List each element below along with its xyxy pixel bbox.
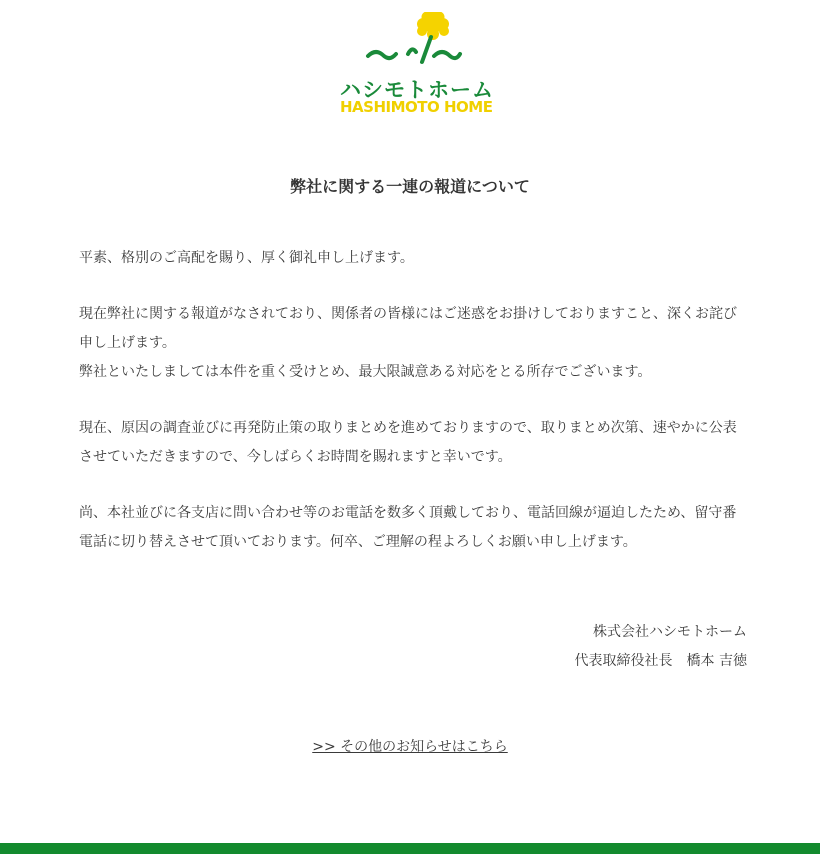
other-news-link-container bbox=[0, 736, 820, 756]
dandelion-icon bbox=[330, 12, 490, 74]
signature-representative: 代表取締役社長 橋本 吉徳 bbox=[574, 653, 747, 669]
signature-company: 株式会社ハシモトホーム bbox=[593, 624, 747, 640]
announcement-body bbox=[79, 244, 739, 584]
logo[interactable] bbox=[330, 12, 494, 118]
paragraph-apology: 現在弊社に関する報道がなされており、関係者の皆様にはご迷惑をお掛けしておりますこと、深くお詫び申し上げます。 bbox=[79, 306, 737, 351]
paragraph-investigation: 現在、原因の調査並びに再発防止策の取りまとめを進めておりますので、取りまとめ次第、速やかに公表させていただきますので、今しばらくお時間を賜れますと幸いです。 bbox=[79, 420, 737, 465]
signature bbox=[575, 618, 747, 676]
paragraph-phone-notice: 尚、本社並びに各支店に問い合わせ等のお電話を数多く頂戴しており、電話回線が逼迫したため、留守番電話に切り替えさせて頂いております。何卒、ご理解の程よろしくお願い申し上げます。 bbox=[79, 505, 737, 550]
paragraph-response: 弊社といたしましては本件を重く受けとめ、最大限誠意ある対応をとる所存でございます。 bbox=[79, 364, 652, 380]
logo-name-en: HASHIMOTO HOME bbox=[340, 98, 493, 116]
other-news-link[interactable]: >> その他のお知らせはこちら bbox=[312, 739, 508, 755]
page-title: 弊社に関する一連の報道について bbox=[290, 177, 530, 196]
logo-name-jp: ハシモトホーム bbox=[340, 78, 494, 102]
footer-bar bbox=[0, 843, 820, 854]
paragraph-greeting: 平素、格別のご高配を賜り、厚く御礼申し上げます。 bbox=[79, 250, 414, 266]
